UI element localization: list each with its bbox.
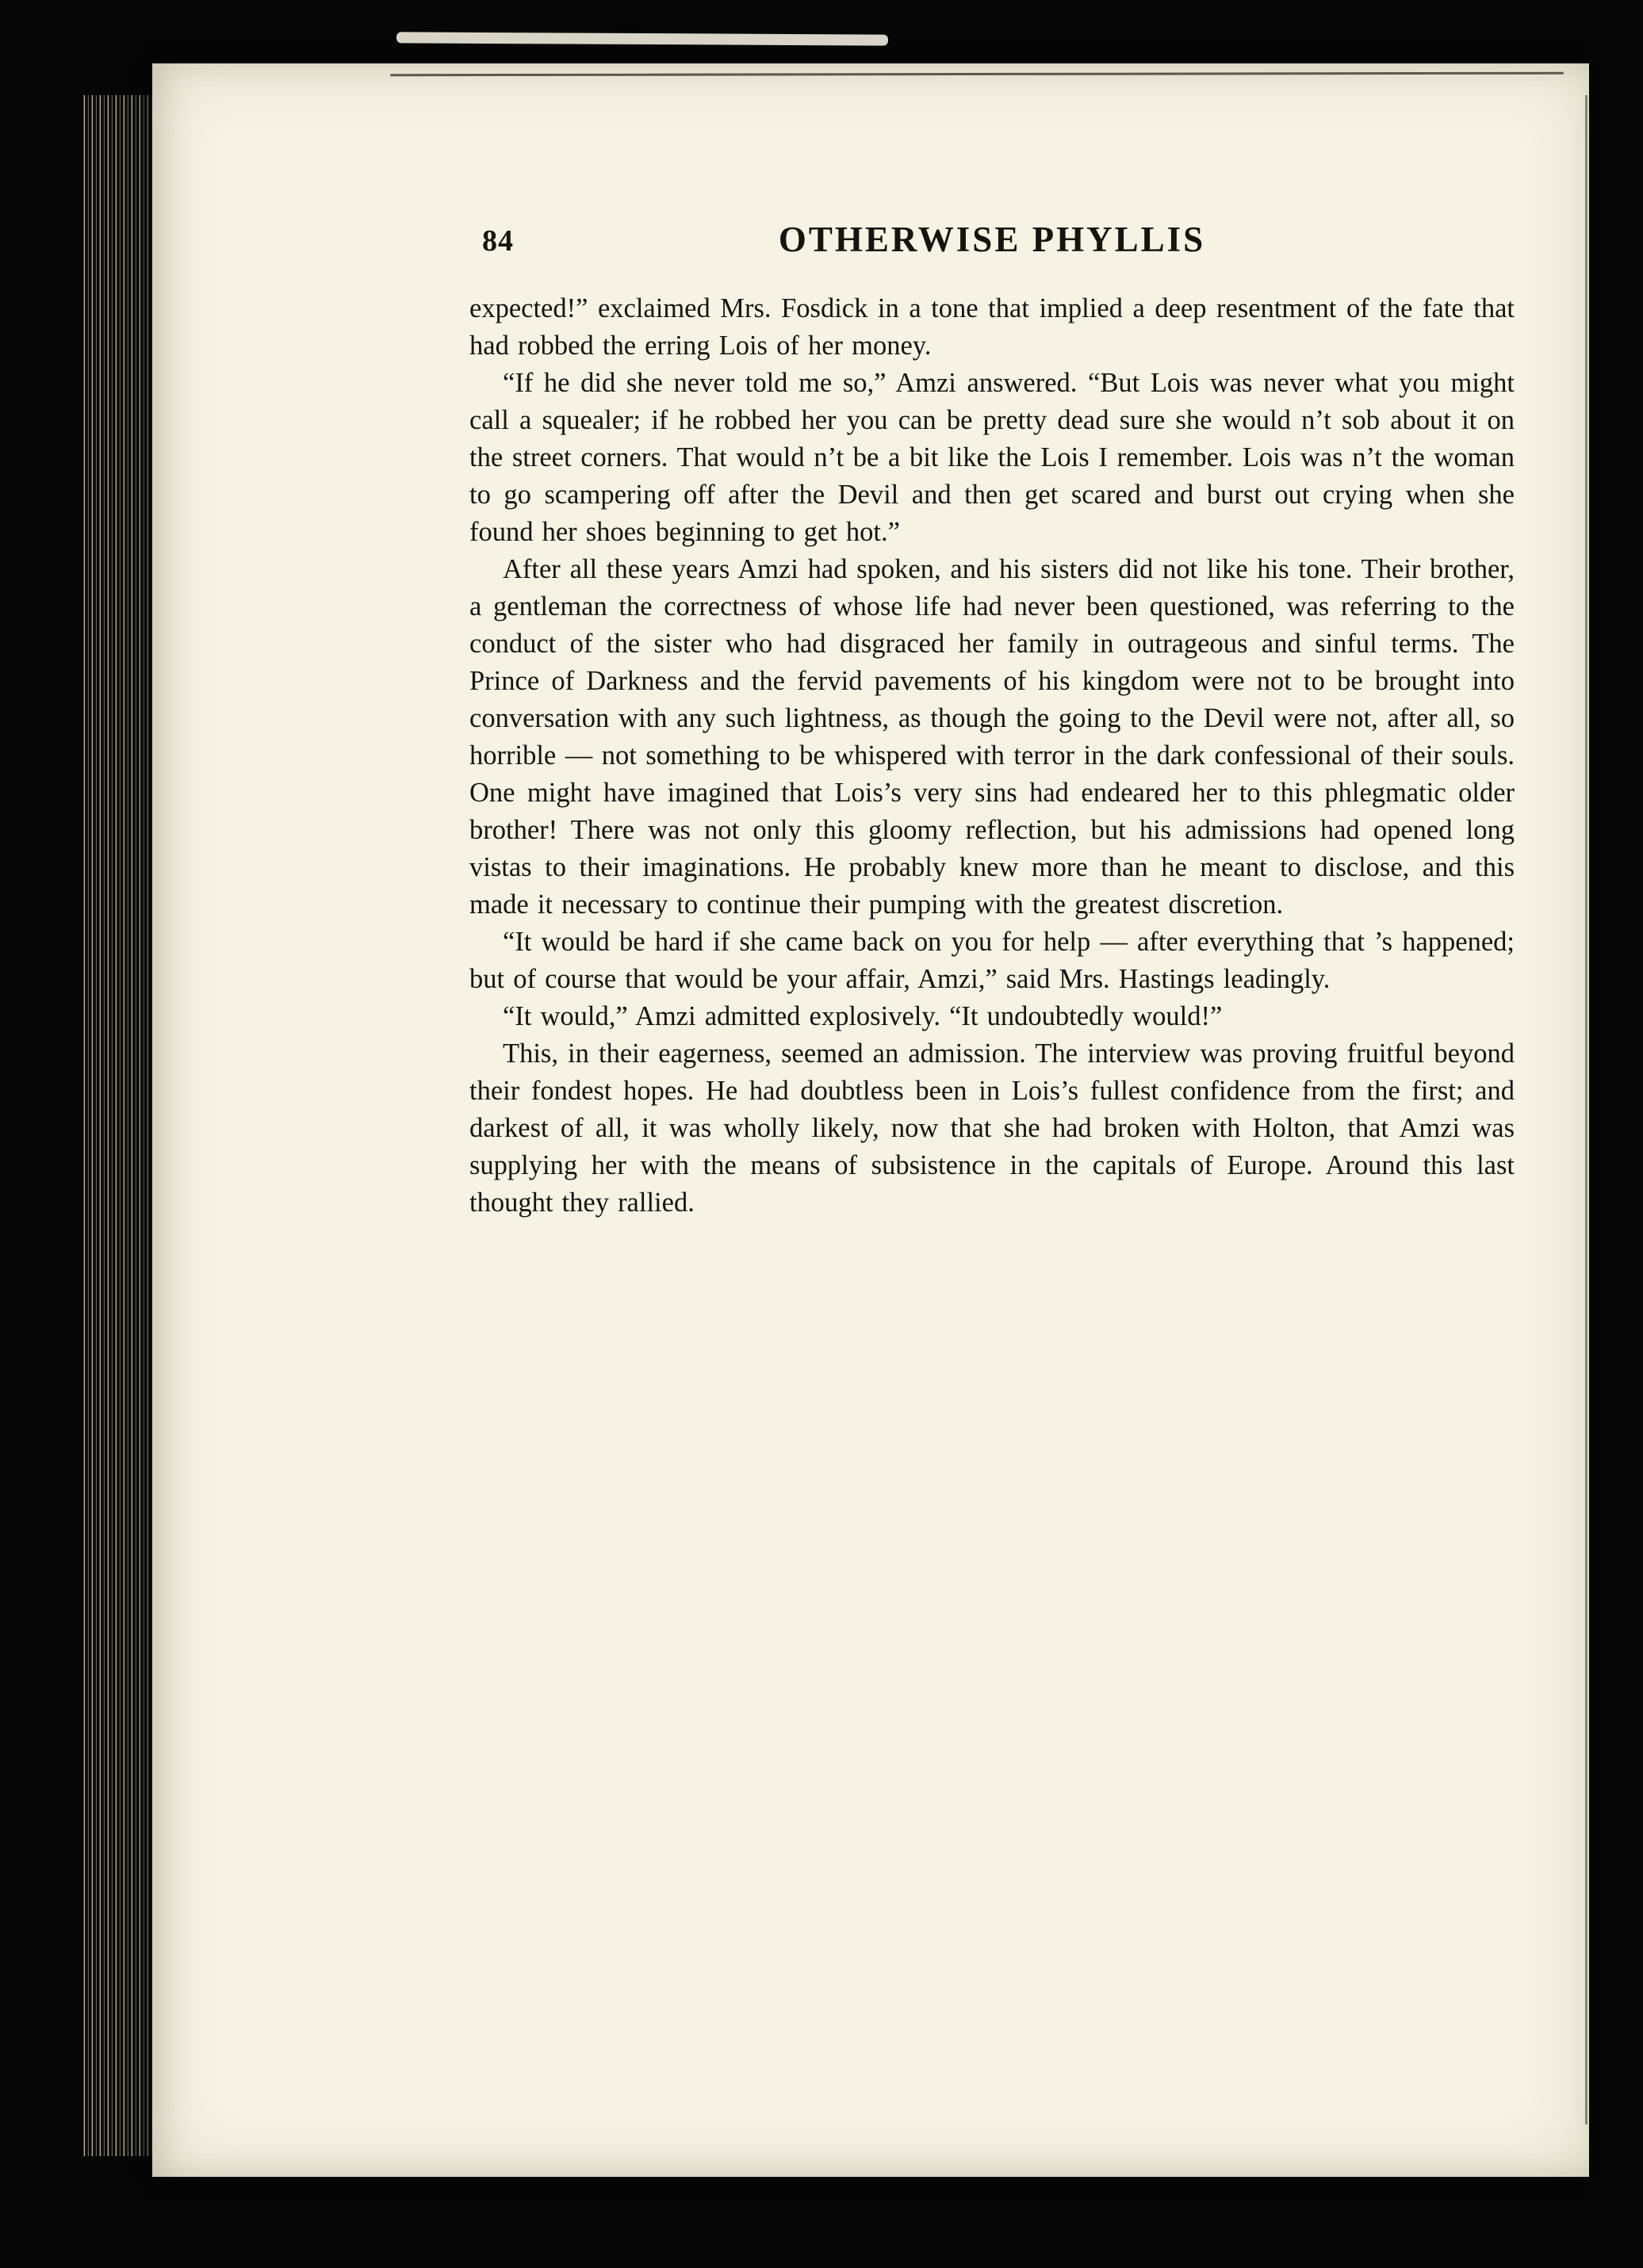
book-page bbox=[152, 63, 1589, 2177]
book-page-edges bbox=[81, 95, 155, 2156]
page-number: 84 bbox=[482, 224, 514, 258]
page-title: OTHERWISE PHYLLIS bbox=[778, 220, 1206, 259]
paragraph: “If he did she never told me so,” Amzi answered. “But Lois was never what you might call a squealer; if he robbed her you can be pretty dead sure she would n’t sob about it on the street corners. That would n’t be a bit like the Lois I remember. Lois was n’t the woman to go scampering off after the Devil and then get scared and burst out crying when she found her shoes beginning to get hot.” bbox=[469, 368, 1515, 547]
paragraph: “It would be hard if she came back on you for help — after everything that ’s happened; but of course that would be your affair, Amzi,” said Mrs. Hastings leadingly. bbox=[469, 927, 1515, 994]
page-body bbox=[469, 290, 1515, 1222]
paragraph: This, in their eagerness, seemed an admission. The interview was proving fruitful beyond their fondest hopes. He had doubtless been in Lois’s fullest confidence from the first; and darkest of all, it was wholly likely, now that she had broken with Holton, that Amzi was supplying her with the means of subsistence in the capitals of Europe. Around this last thought they rallied. bbox=[469, 1038, 1515, 1218]
paragraph-continuation: expected!” exclaimed Mrs. Fosdick in a tone that implied a deep resentment of the fate that had robbed the erring Lois of her money. bbox=[469, 293, 1515, 361]
page-content bbox=[469, 219, 1515, 1222]
page-behind-top-edge bbox=[396, 32, 888, 45]
paragraph: After all these years Amzi had spoken, and his sisters did not like his tone. Their brother, a gentleman the correctness of whose life had never been questioned, was referring to the conduct of the sister who had disgraced her family in outrageous and sinful terms. The Prince of Darkness and the fervid pavements of his kingdom were not to be brought into conversation with any such lightness, as though the going to the Devil were not, after all, so horrible — not something to be whispered with terror in the dark confessional of their souls. One might have imagined that Lois’s very sins had endeared her to this phlegmatic older brother! There was not only this gloomy reflection, but his admissions had opened long vistas to their imaginations. He probably knew more than he meant to disclose, and this made it necessary to continue their pumping with the greatest discretion. bbox=[469, 554, 1515, 920]
running-head bbox=[469, 219, 1515, 270]
paragraph: “It would,” Amzi admitted explosively. “It undoubtedly would!” bbox=[503, 1001, 1223, 1031]
page-right-edge-line bbox=[1585, 95, 1587, 2125]
page-top-edge-line bbox=[390, 72, 1564, 77]
